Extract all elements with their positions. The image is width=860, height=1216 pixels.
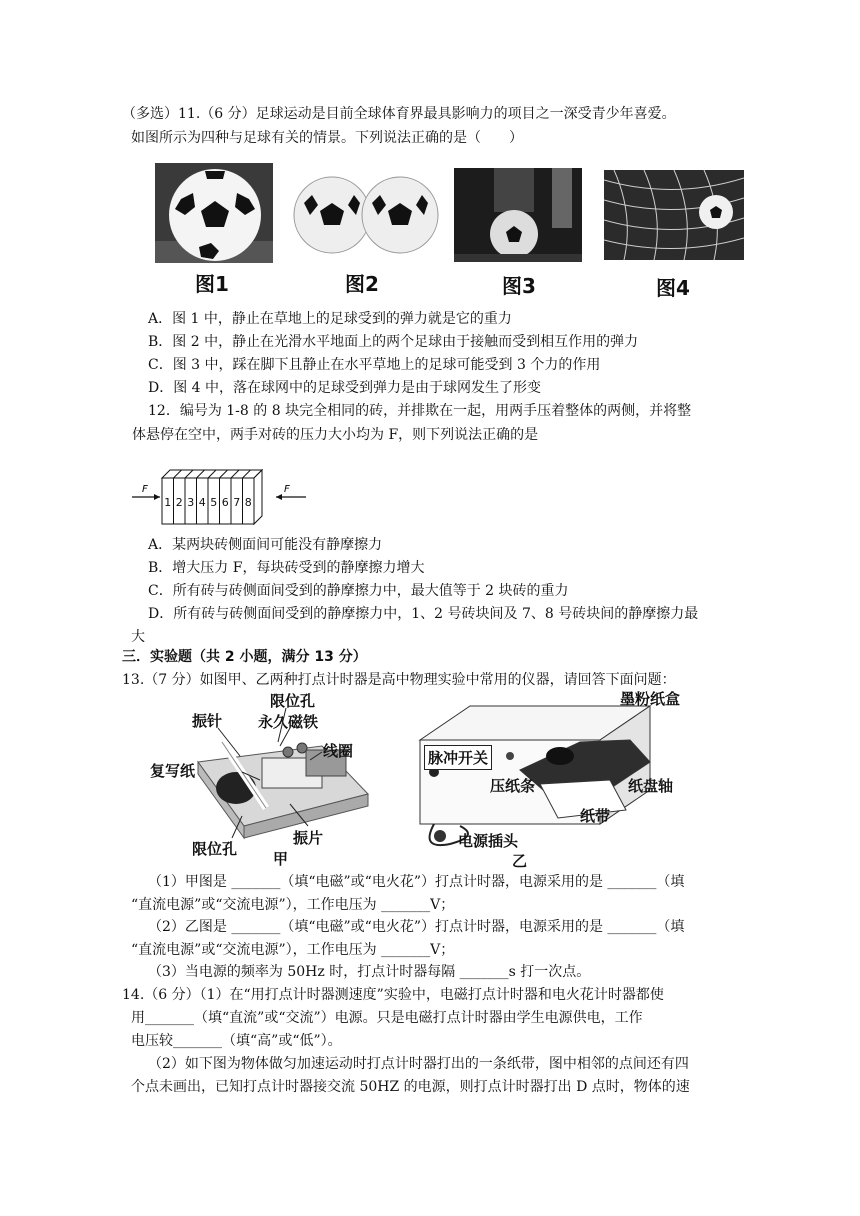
- q13-jia-label-vibrating-needle: 振针: [192, 712, 223, 730]
- q11-option-a: A．图 1 中，静止在草地上的足球受到的弹力就是它的重力: [148, 311, 512, 327]
- q12-option-b: B．增大压力 F，每块砖受到的静摩擦力增大: [148, 560, 425, 576]
- q11-stem-line1: （多选）11.（6 分）足球运动是目前全球体育界最具影响力的项目之一深受青少年喜爱。: [122, 106, 676, 122]
- q12-option-d-cont: 大: [131, 629, 145, 645]
- q11-figure-2-caption: 图2: [345, 272, 379, 296]
- q13-jia-leader-lines: [150, 696, 380, 856]
- q13-yi-label-paper-press-strip: 压纸条: [490, 777, 536, 795]
- q13-yi-label-reel-axis: 纸盘轴: [628, 777, 674, 795]
- q12-force-left-label: F: [142, 484, 148, 495]
- q13-sub1-line1: （1）甲图是 _______（填“电磁”或“电火花”）打点计时器，电源采用的是 _______（填: [148, 874, 685, 890]
- brick-label: 7: [233, 496, 241, 509]
- q13-sub2-line2: “直流电源”或“交流电源”），工作电压为 _______V；: [131, 942, 455, 958]
- q13-jia-label-coil: 线圈: [323, 742, 354, 760]
- q12-force-right-label: F: [284, 484, 290, 495]
- q11-figure-1-caption: 图1: [195, 272, 229, 296]
- q11-figure-3-caption: 图3: [502, 274, 536, 298]
- q11-figure-2-photo: [292, 163, 440, 263]
- section-3-heading: 三．实验题（共 2 小题，满分 13 分）: [122, 649, 367, 665]
- brick-label: 2: [175, 496, 183, 509]
- q11-figure-4-caption: 图4: [656, 276, 690, 300]
- brick-label: 1: [164, 496, 172, 509]
- q13-yi-label-toner-box: 墨粉纸盒: [620, 690, 681, 708]
- q12-option-c: C．所有砖与砖侧面间受到的静摩擦力中，最大值等于 2 块砖的重力: [148, 583, 569, 599]
- brick-label: 6: [221, 496, 229, 509]
- q13-sub1-line2: “直流电源”或“交流电源”），工作电压为 _______V；: [131, 897, 455, 913]
- q13-jia-label-limit-hole-top: 限位孔: [270, 692, 316, 710]
- q13-stem-line1: 13.（7 分）如图甲、乙两种打点计时器是高中物理实验中常用的仪器，请回答下面问题：: [122, 672, 676, 688]
- q11-option-b: B．图 2 中，静止在光滑水平地面上的两个足球由于接触而受到相互作用的弹力: [148, 334, 639, 350]
- q13-jia-label-permanent-magnet: 永久磁铁: [258, 713, 319, 731]
- q13-sub2-line1: （2）乙图是 _______（填“电磁”或“电火花”）打点计时器，电源采用的是 _______（填: [148, 919, 685, 935]
- q13-yi-label-pulse-switch: 脉冲开关: [424, 745, 492, 770]
- q14-line1: 14.（6 分）（1）在“用打点计时器测速度”实验中，电磁打点计时器和电火花计时器都使: [122, 987, 664, 1003]
- q14-line5: 个点未画出，已知打点计时器接交流 50HZ 的电源，则打点计时器打出 D 点时，物体的速: [131, 1079, 690, 1095]
- q11-figure-4-photo: [604, 170, 744, 260]
- q12-brick-diagram: [130, 466, 310, 528]
- q11-figure-1-photo: [155, 163, 273, 263]
- q13-figure-yi-caption: 乙: [512, 852, 528, 870]
- q14-line4: （2）如下图为物体做匀加速运动时打点计时器打出的一条纸带，图中相邻的点间还有四: [148, 1056, 689, 1072]
- q13-sub3: （3）当电源的频率为 50Hz 时，打点计时器每隔 _______s 打一次点。: [148, 964, 591, 980]
- brick-label: 3: [187, 496, 195, 509]
- q13-jia-label-limit-hole-bottom: 限位孔: [192, 840, 238, 858]
- q12-option-a: A．某两块砖侧面间可能没有静摩擦力: [148, 537, 383, 553]
- q13-figure-jia-caption: 甲: [273, 850, 289, 868]
- q14-line3: 电压较_______（填“高”或“低”）。: [131, 1033, 342, 1049]
- q11-figure-3-photo: [454, 168, 582, 262]
- q12-stem-line1: 12．编号为 1-8 的 8 块完全相同的砖，并排欺在一起，用两手压着整体的两侧，并将整: [148, 403, 692, 419]
- q14-line2: 用_______（填“直流”或“交流”）电源。只是电磁打点计时器由学生电源供电，工作: [131, 1010, 643, 1026]
- brick-label: 8: [244, 496, 252, 509]
- q11-option-c: C．图 3 中，踩在脚下且静止在水平草地上的足球可能受到 3 个力的作用: [148, 357, 601, 373]
- q13-yi-label-power-plug: 电源插头: [458, 832, 519, 850]
- q13-jia-label-vibrating-plate: 振片: [293, 829, 324, 847]
- q11-stem-line2: 如图所示为四种与足球有关的情景。下列说法正确的是（ ）: [131, 130, 523, 146]
- q12-stem-line2: 体悬停在空中，两手对砖的压力大小均为 F，则下列说法正确的是: [132, 427, 539, 443]
- q13-jia-label-carbon-paper: 复写纸: [150, 762, 196, 780]
- q12-option-d: D．所有砖与砖侧面间受到的静摩擦力中，1、2 号砖块间及 7、8 号砖块间的静摩擦力最: [148, 606, 699, 622]
- q13-yi-label-paper-tape: 纸带: [580, 807, 611, 825]
- brick-label: 4: [198, 496, 206, 509]
- q11-option-d: D．图 4 中，落在球网中的足球受到弹力是由于球网发生了形变: [148, 380, 542, 396]
- brick-label: 5: [210, 496, 218, 509]
- q13-figure-yi-device: [410, 700, 730, 850]
